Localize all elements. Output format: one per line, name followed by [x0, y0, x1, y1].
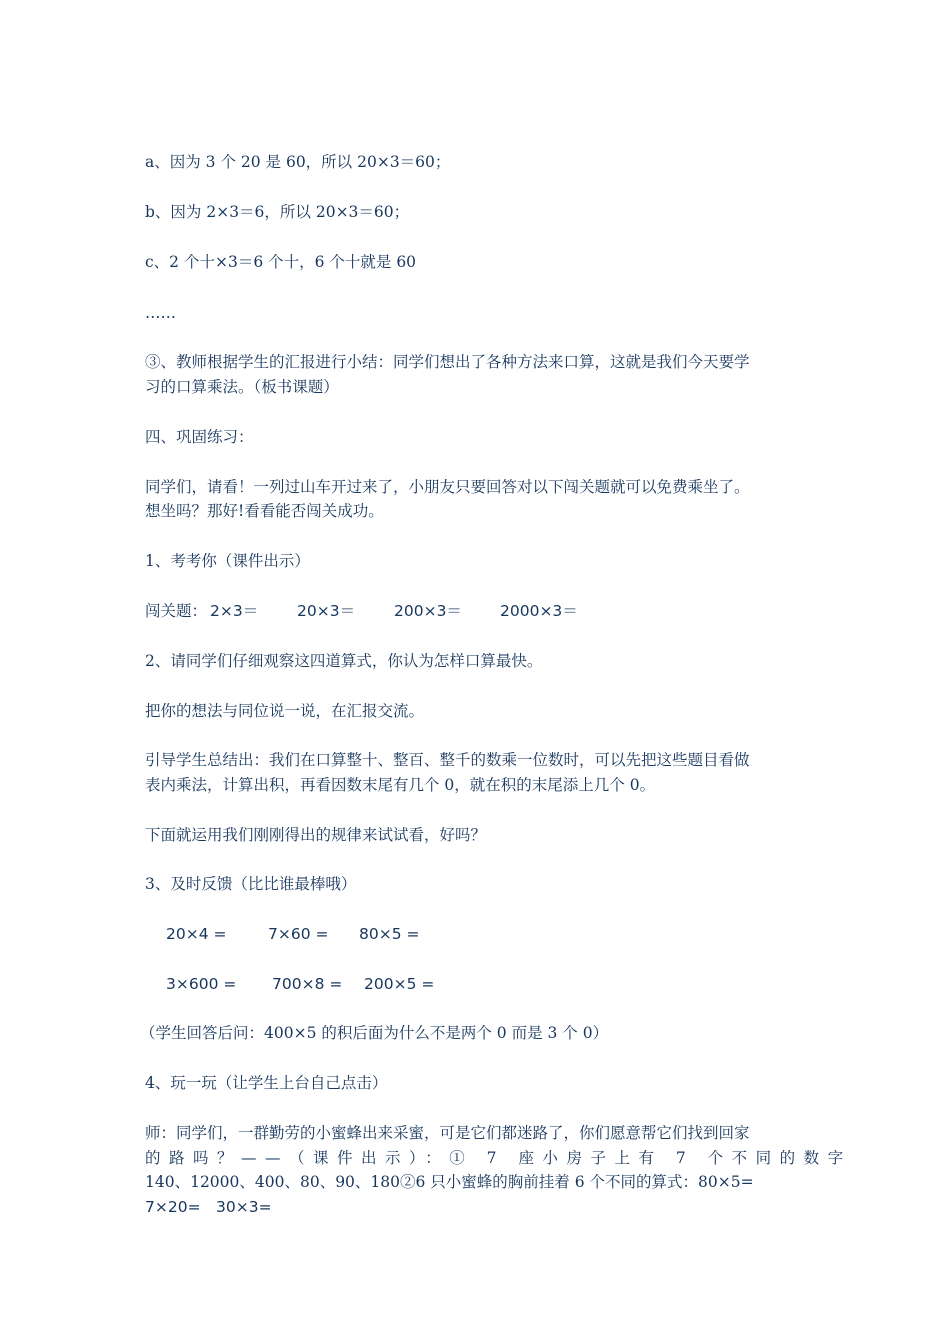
summary-line-2: 习的口算乘法。（板书课题） — [145, 378, 339, 396]
play-line-3: 140、12000、400、80、90、180②6 只小蜜蜂的胸前挂着 6 个不同的算式：80×5= — [145, 1173, 754, 1191]
section-heading-4: 四、巩固练习： — [145, 428, 254, 446]
guide-line-2: 表内乘法，计算出积，再看因数末尾有几个 0，就在积的末尾添上几个 0。 — [145, 776, 656, 794]
share-line: 把你的想法与同位说一说，在汇报交流。 — [145, 702, 425, 720]
feedback-expression: 700×8 = — [272, 975, 343, 993]
line-b: b、因为 2×3＝6，所以 20×3＝60； — [145, 203, 410, 221]
challenge-item: 2000×3＝ — [500, 602, 578, 620]
intro-line-1: 同学们，请看！一列过山车开过来了，小朋友只要回答对以下闯关题就可以免费乘坐了。 — [145, 478, 750, 496]
feedback-expression: 200×5 = — [364, 975, 435, 993]
line-a: a、因为 3 个 20 是 60，所以 20×3＝60； — [145, 153, 451, 171]
item-2-heading: 2、请同学们仔细观察这四道算式，你认为怎样口算最快。 — [145, 652, 543, 670]
challenge-item: 200×3＝ — [394, 602, 462, 620]
challenge-item: 20×3＝ — [297, 602, 356, 620]
line-c: c、2 个十×3＝6 个十，6 个十就是 60 — [145, 253, 417, 271]
apply-line: 下面就运用我们刚刚得出的规律来试试看，好吗？ — [145, 826, 487, 844]
play-line-2: 的路吗？——（课件出示）：① 7 座小房子上有 7 个不同的数字 — [145, 1149, 852, 1167]
challenge-label: 闯关题： — [145, 602, 208, 620]
ellipsis-line: …… — [145, 304, 176, 322]
feedback-expression: 20×4 = — [166, 925, 227, 943]
intro-line-2: 想坐吗？那好!看看能否闯关成功。 — [145, 502, 384, 520]
question-after-answer: （学生回答后问：400×5 的积后面为什么不是两个 0 而是 3 个 0） — [140, 1024, 609, 1042]
item-1-heading: 1、考考你（课件出示） — [145, 552, 310, 570]
feedback-expression: 80×5 = — [359, 925, 420, 943]
feedback-expression: 3×600 = — [166, 975, 237, 993]
challenge-item: 2×3＝ — [210, 602, 259, 620]
guide-line-1: 引导学生总结出：我们在口算整十、整百、整千的数乘一位数时，可以先把这些题目看做 — [145, 751, 750, 769]
feedback-expression: 7×60 = — [268, 925, 329, 943]
play-line-4: 7×20= 30×3= — [145, 1198, 272, 1216]
item-4-heading: 4、玩一玩（让学生上台自己点击） — [145, 1074, 388, 1092]
play-line-1: 师：同学们，一群勤劳的小蜜蜂出来采蜜，可是它们都迷路了，你们愿意帮它们找到回家 — [145, 1124, 750, 1142]
item-3-heading: 3、及时反馈（比比谁最棒哦） — [145, 875, 357, 893]
summary-line-1: ③、教师根据学生的汇报进行小结：同学们想出了各种方法来口算，这就是我们今天要学 — [145, 353, 750, 371]
